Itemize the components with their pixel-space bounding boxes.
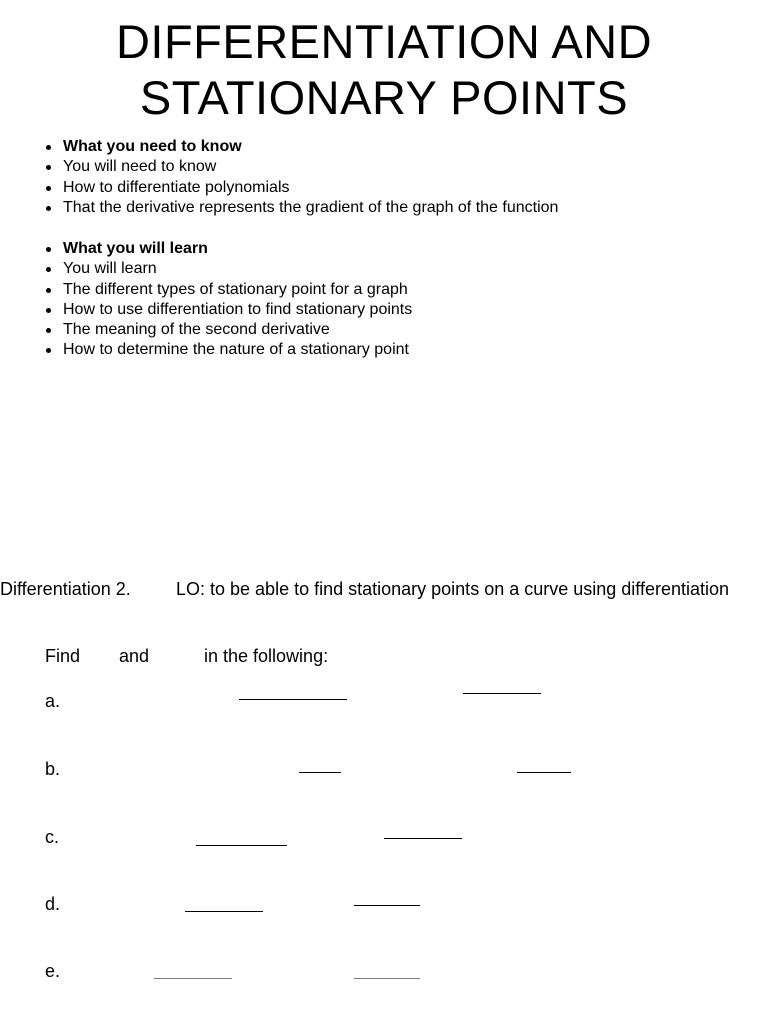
answer-blank xyxy=(354,905,420,906)
list-item: You will learn xyxy=(43,259,412,279)
list-item: How to differentiate polynomials xyxy=(43,178,558,198)
title-line-1: DIFFERENTIATION AND xyxy=(115,15,653,68)
need-to-know-heading: What you need to know xyxy=(43,137,558,157)
answer-blank xyxy=(517,772,571,773)
title-line-2: STATIONARY POINTS xyxy=(139,71,629,124)
instruction-find: Find xyxy=(45,646,81,666)
list-item: The meaning of the second derivative xyxy=(43,320,412,340)
instruction-rest: in the following: xyxy=(204,646,329,666)
question-label-c: c. xyxy=(45,827,60,847)
answer-blank xyxy=(384,838,462,839)
answer-blank xyxy=(154,978,232,979)
list-item: How to determine the nature of a stationary point xyxy=(43,340,412,360)
answer-blank xyxy=(299,772,341,773)
answer-blank xyxy=(354,978,420,979)
answer-blank xyxy=(196,845,287,846)
answer-blank xyxy=(239,699,347,700)
question-label-b: b. xyxy=(45,759,61,779)
question-label-e: e. xyxy=(45,961,61,981)
answer-blank xyxy=(185,911,263,912)
instruction-and: and xyxy=(119,646,150,666)
list-item: You will need to know xyxy=(43,157,558,177)
question-label-d: d. xyxy=(45,894,61,914)
list-item: The different types of stationary point for a graph xyxy=(43,280,412,300)
lesson-number: Differentiation 2. xyxy=(0,579,131,599)
will-learn-list xyxy=(43,239,412,361)
page-title xyxy=(0,14,768,126)
question-label-a: a. xyxy=(45,691,61,711)
will-learn-heading: What you will learn xyxy=(43,239,412,259)
list-item: How to use differentiation to find stationary points xyxy=(43,300,412,320)
answer-blank xyxy=(463,693,541,694)
learning-objective: LO: to be able to find stationary points on a curve using differentiation xyxy=(176,579,730,599)
need-to-know-list xyxy=(43,137,558,218)
list-item: That the derivative represents the gradient of the graph of the function xyxy=(43,198,558,218)
